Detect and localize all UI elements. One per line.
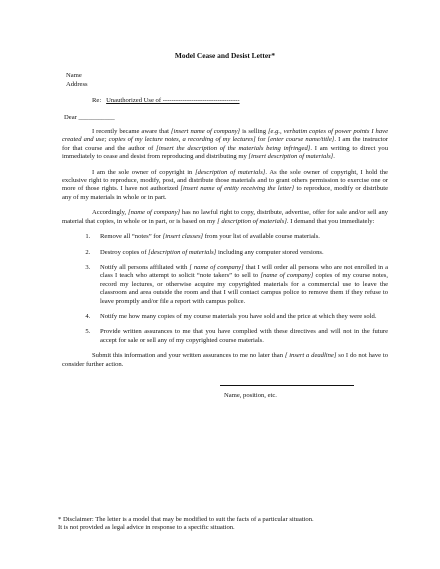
paragraph-awareness: I recently became aware that [insert name of company] is selling [e.g., verbatim copies of power points I have created and use; copies of my lecture notes, a recording of my lectures] for [enter course name/title]. I am the instructor for that course and the author of [insert the description of the materials being infringed]. I am writing to direct you immediately to cease and desist from reproducing and distributing my [insert description of materials]. (62, 128, 388, 161)
signature-block (220, 385, 354, 400)
list-item: 2. Destroy copies of [description of materials] including any computer stored versions. (92, 249, 388, 257)
paragraph-demand: Accordingly, [name of company] has no lawful right to copy, distribute, advertise, offer for sale and/or sell any material that copies, in whole or in part, or is based on my [ description of materials]. I demand that you immediately: (62, 209, 388, 225)
signature-line (220, 385, 354, 387)
recipient-name: Name (66, 72, 82, 80)
paragraph-ownership: I am the sole owner of copyright in [description of materials]. As the sole owner of copyright, I hold the exclusive right to reproduce, modify, post, and distribute those materials and to grant others permission to exercise one or more of those rights. I have not authorized [insert name of entity receiving the letter] to reproduce, modify or distribute any of my materials in whole or in part. (62, 168, 388, 201)
subject-line (92, 97, 388, 105)
signature-label: Name, position, etc. (224, 391, 277, 399)
list-item: 1. Remove all “notes” for [insert classes] from your list of available course materials. (92, 233, 388, 241)
salutation: Dear ___________ (64, 113, 115, 121)
demand-list (62, 233, 388, 345)
disclaimer-line-1: * Disclaimer: The letter is a model that may be modified to suit the facts of a particular situation. (58, 516, 314, 523)
letter-title: Model Cease and Desist Letter* (174, 51, 276, 60)
list-item: 3. Notify all persons affiliated with [ name of company] that I will order all persons who are not enrolled in a class I teach who attempt to solicit “note takers” to sell to [name of company] copies of my course notes, record my lectures, or otherwise acquire my copyrighted materials for a commercial use to leave the classroom and area outside the room and that I will contact campus police to remove them if they refuse to leave promptly and/or file a report with campus police. (92, 264, 388, 306)
recipient-address-line: Address (66, 80, 88, 88)
recipient-address (66, 72, 388, 89)
list-item: 5. Provide written assurances to me that you have complied with these directives and will not in the future accept for sale or sell any of my copyrighted course materials. (92, 328, 388, 345)
disclaimer (58, 516, 400, 533)
list-item: 4. Notify me how many copies of my course materials you have sold and the price at which they were sold. (92, 313, 388, 321)
subject-text: Unauthorized Use of ----------------------------------- (106, 97, 240, 105)
disclaimer-line-2: It is not provided as legal advice in response to a specific situation. (58, 524, 235, 532)
paragraph-deadline: Submit this information and your written assurances to me no later than [ insert a deadline] so I do not have to consider further action. (62, 352, 388, 368)
subject-prefix: Re: (92, 97, 102, 105)
